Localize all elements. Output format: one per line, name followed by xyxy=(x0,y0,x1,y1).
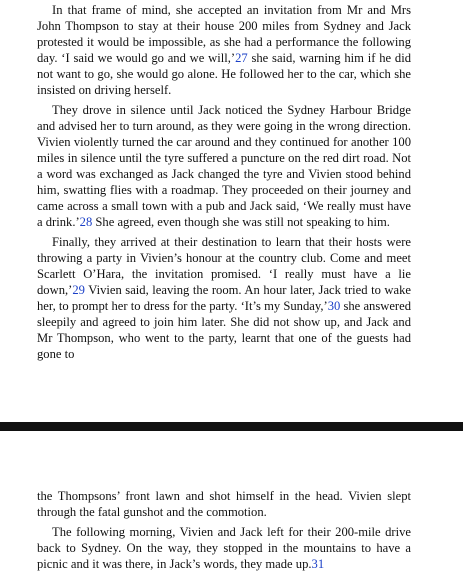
bottom-page-text xyxy=(37,488,411,572)
footnote-link[interactable]: 27 xyxy=(235,51,248,65)
text-run: the Thompsons’ front lawn and shot himself in the head. Vivien slept through the fatal gunshot and the commotion. xyxy=(37,489,411,519)
paragraph-continuation xyxy=(37,488,411,520)
footnote-link[interactable]: 28 xyxy=(79,215,93,229)
footnote-link[interactable]: 30 xyxy=(327,299,341,313)
text-run: she said, warning him if he did not want to go, she would go alone. He followed her to the car, which she insisted on driving herself. xyxy=(37,51,411,97)
text-run: She agreed, even though she was still not speaking to him. xyxy=(92,215,390,229)
footnote-link[interactable]: 29 xyxy=(72,283,85,297)
footnote-link[interactable]: 31 xyxy=(311,557,325,571)
paragraph xyxy=(37,524,411,572)
paragraph xyxy=(37,102,411,230)
paragraph xyxy=(37,2,411,98)
text-run: They drove in silence until Jack noticed the Sydney Harbour Bridge and advised her to turn around, as they were going in the wrong direction. Vivien violently turned the car around and they continued for another 100 miles in silence until the tyre suffered a puncture on the red dirt road. Not a word was exchanged as Jack changed the tyre and Vivien stood behind him, swatting flies with a roadmap. They proceeded on their journey and came across a small town with a pub and Jack said, ‘We really must have a drink.’ xyxy=(37,103,411,229)
text-run: Finally, they arrived at their destination to learn that their hosts were throwing a party in Vivien’s honour at the country club. Come and meet Scarlett O’Hara, the invitation promised. ‘I really must have a lie down,’ xyxy=(37,235,411,297)
text-run: Vivien said, leaving the room. An hour later, Jack tried to wake her, to prompt her to dress for the party. ‘It’s my Sunday,’ xyxy=(37,283,411,313)
text-run: she answered sleepily and agreed to join him later. She did not show up, and Jack and Mr Thompson, who went to the party, learnt that one of the guests had gone to xyxy=(37,299,411,361)
top-page-text xyxy=(37,2,411,362)
text-run: In that frame of mind, she accepted an invitation from Mr and Mrs John Thompson to stay at their house 200 miles from Sydney and Jack protested it would be impossible, as she had a performance the following day. ‘I said we would go and we will,’ xyxy=(37,3,411,65)
page-divider xyxy=(0,422,463,431)
text-run: The following morning, Vivien and Jack left for their 200-mile drive back to Sydney. On the way, they stopped in the mountains to have a picnic and it was there, in Jack’s words, they made up. xyxy=(37,525,411,571)
paragraph xyxy=(37,234,411,362)
